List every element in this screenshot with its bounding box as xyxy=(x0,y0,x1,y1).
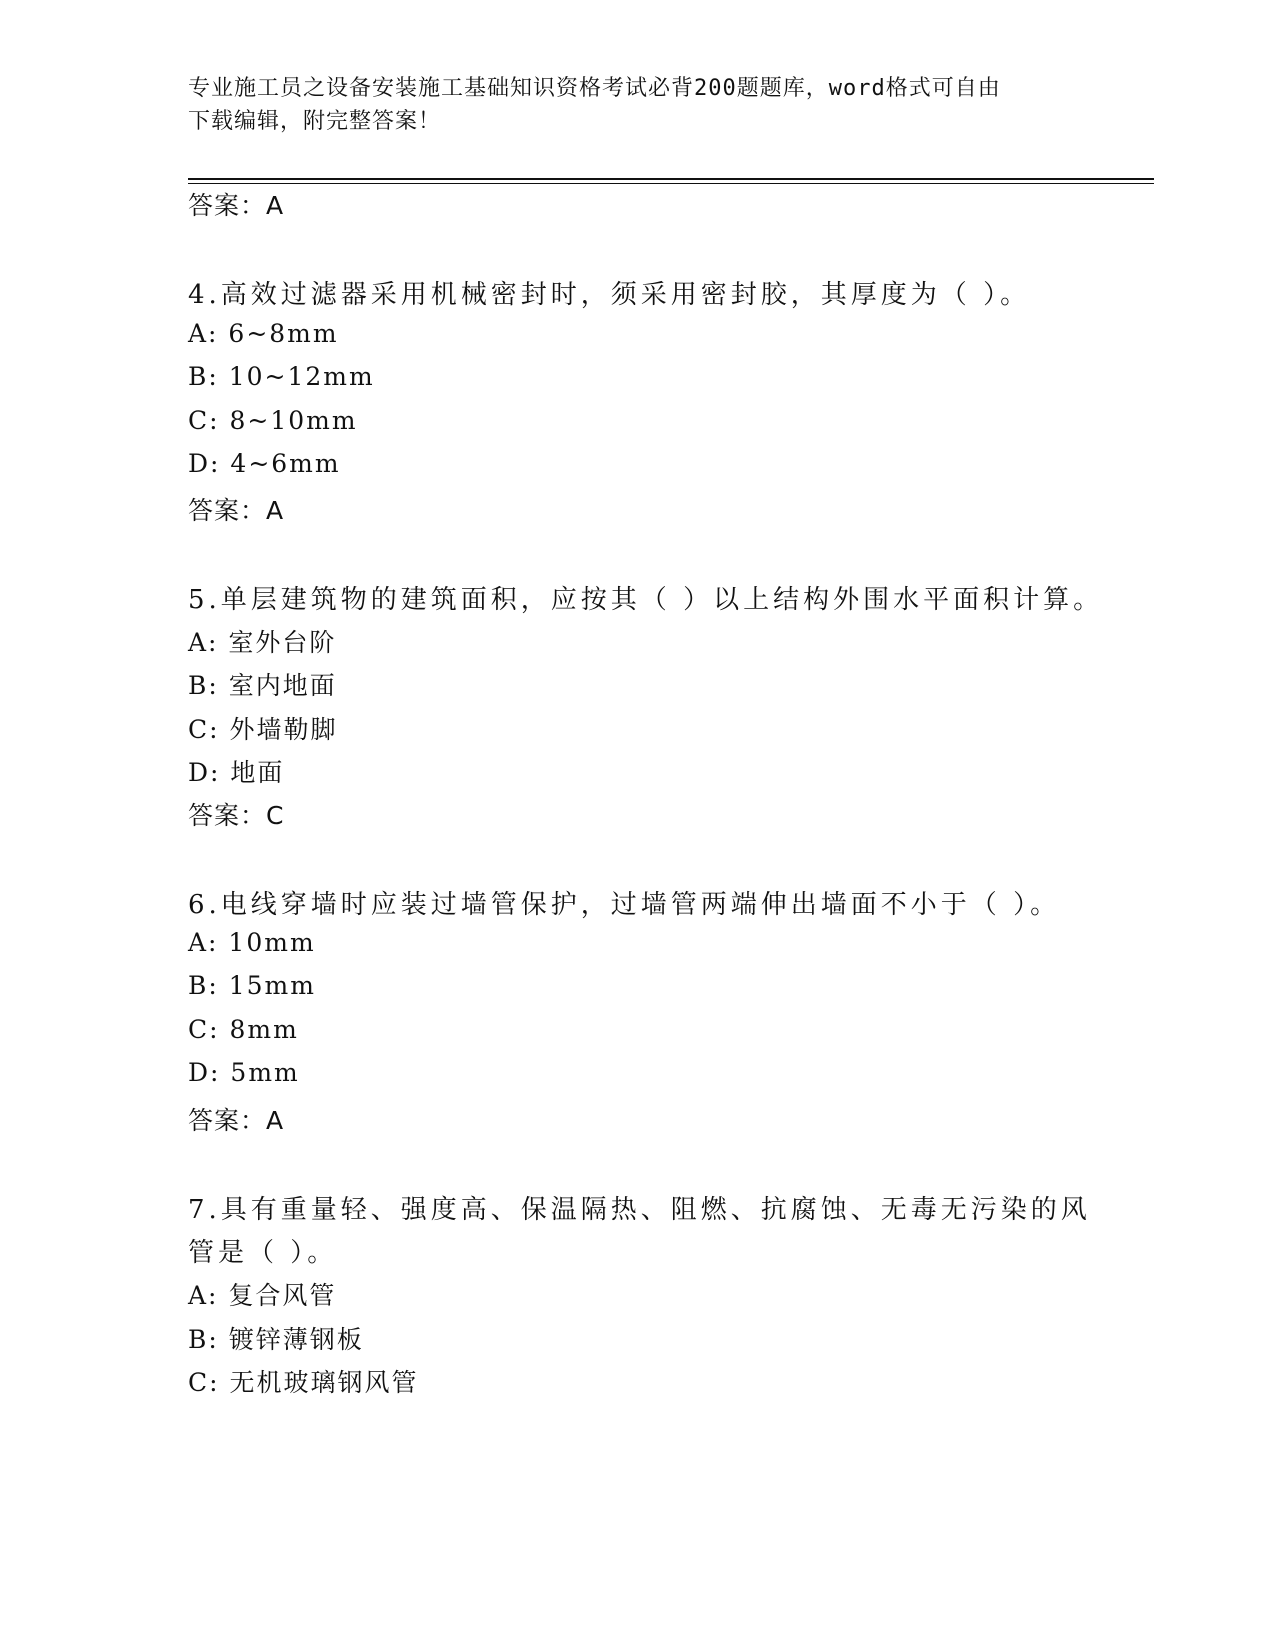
question-4-option-a: A: 6~8mm xyxy=(188,319,339,348)
question-5-stem: 5.单层建筑物的建筑面积，应按其（ ）以上结构外围水平面积计算。 xyxy=(188,585,1104,615)
answer-q4: 答案：A xyxy=(188,496,285,525)
question-6-option-c: C: 8mm xyxy=(188,1015,299,1044)
question-5-option-c: C: 外墙勒脚 xyxy=(188,715,338,744)
question-7-option-b: B: 镀锌薄钢板 xyxy=(188,1325,364,1354)
question-7-option-c: C: 无机玻璃钢风管 xyxy=(188,1368,419,1397)
question-5-option-d: D: 地面 xyxy=(188,758,285,787)
header-divider-thin xyxy=(188,183,1154,184)
question-6-option-d: D: 5mm xyxy=(188,1058,300,1087)
question-4-option-d: D: 4~6mm xyxy=(188,449,341,478)
question-4-option-c: C: 8~10mm xyxy=(188,406,358,435)
question-5-option-b: B: 室内地面 xyxy=(188,671,337,700)
header-line-2: 下载编辑，附完整答案！ xyxy=(188,109,442,134)
header-line-1: 专业施工员之设备安装施工基础知识资格考试必背200题题库，word格式可自由 xyxy=(188,76,1001,101)
question-7-stem-line-1: 7.具有重量轻、强度高、保温隔热、阻燃、抗腐蚀、无毒无污染的风 xyxy=(188,1195,1091,1225)
header-divider-thick xyxy=(188,178,1154,180)
question-4-option-b: B: 10~12mm xyxy=(188,362,375,391)
question-5-option-a: A: 室外台阶 xyxy=(188,628,337,657)
question-4-stem: 4.高效过滤器采用机械密封时，须采用密封胶，其厚度为（ ）。 xyxy=(188,280,1031,310)
document-header xyxy=(188,72,1068,138)
answer-q5: 答案：C xyxy=(188,801,285,830)
question-7-option-a: A: 复合风管 xyxy=(188,1281,337,1310)
answer-q6: 答案：A xyxy=(188,1106,285,1135)
question-6-stem: 6.电线穿墙时应装过墙管保护，过墙管两端伸出墙面不小于（ ）。 xyxy=(188,890,1061,920)
question-7-stem-line-2: 管是（ ）。 xyxy=(188,1238,338,1268)
question-6-option-a: A: 10mm xyxy=(188,928,316,957)
answer-q3: 答案：A xyxy=(188,191,285,220)
question-6-option-b: B: 15mm xyxy=(188,971,316,1000)
